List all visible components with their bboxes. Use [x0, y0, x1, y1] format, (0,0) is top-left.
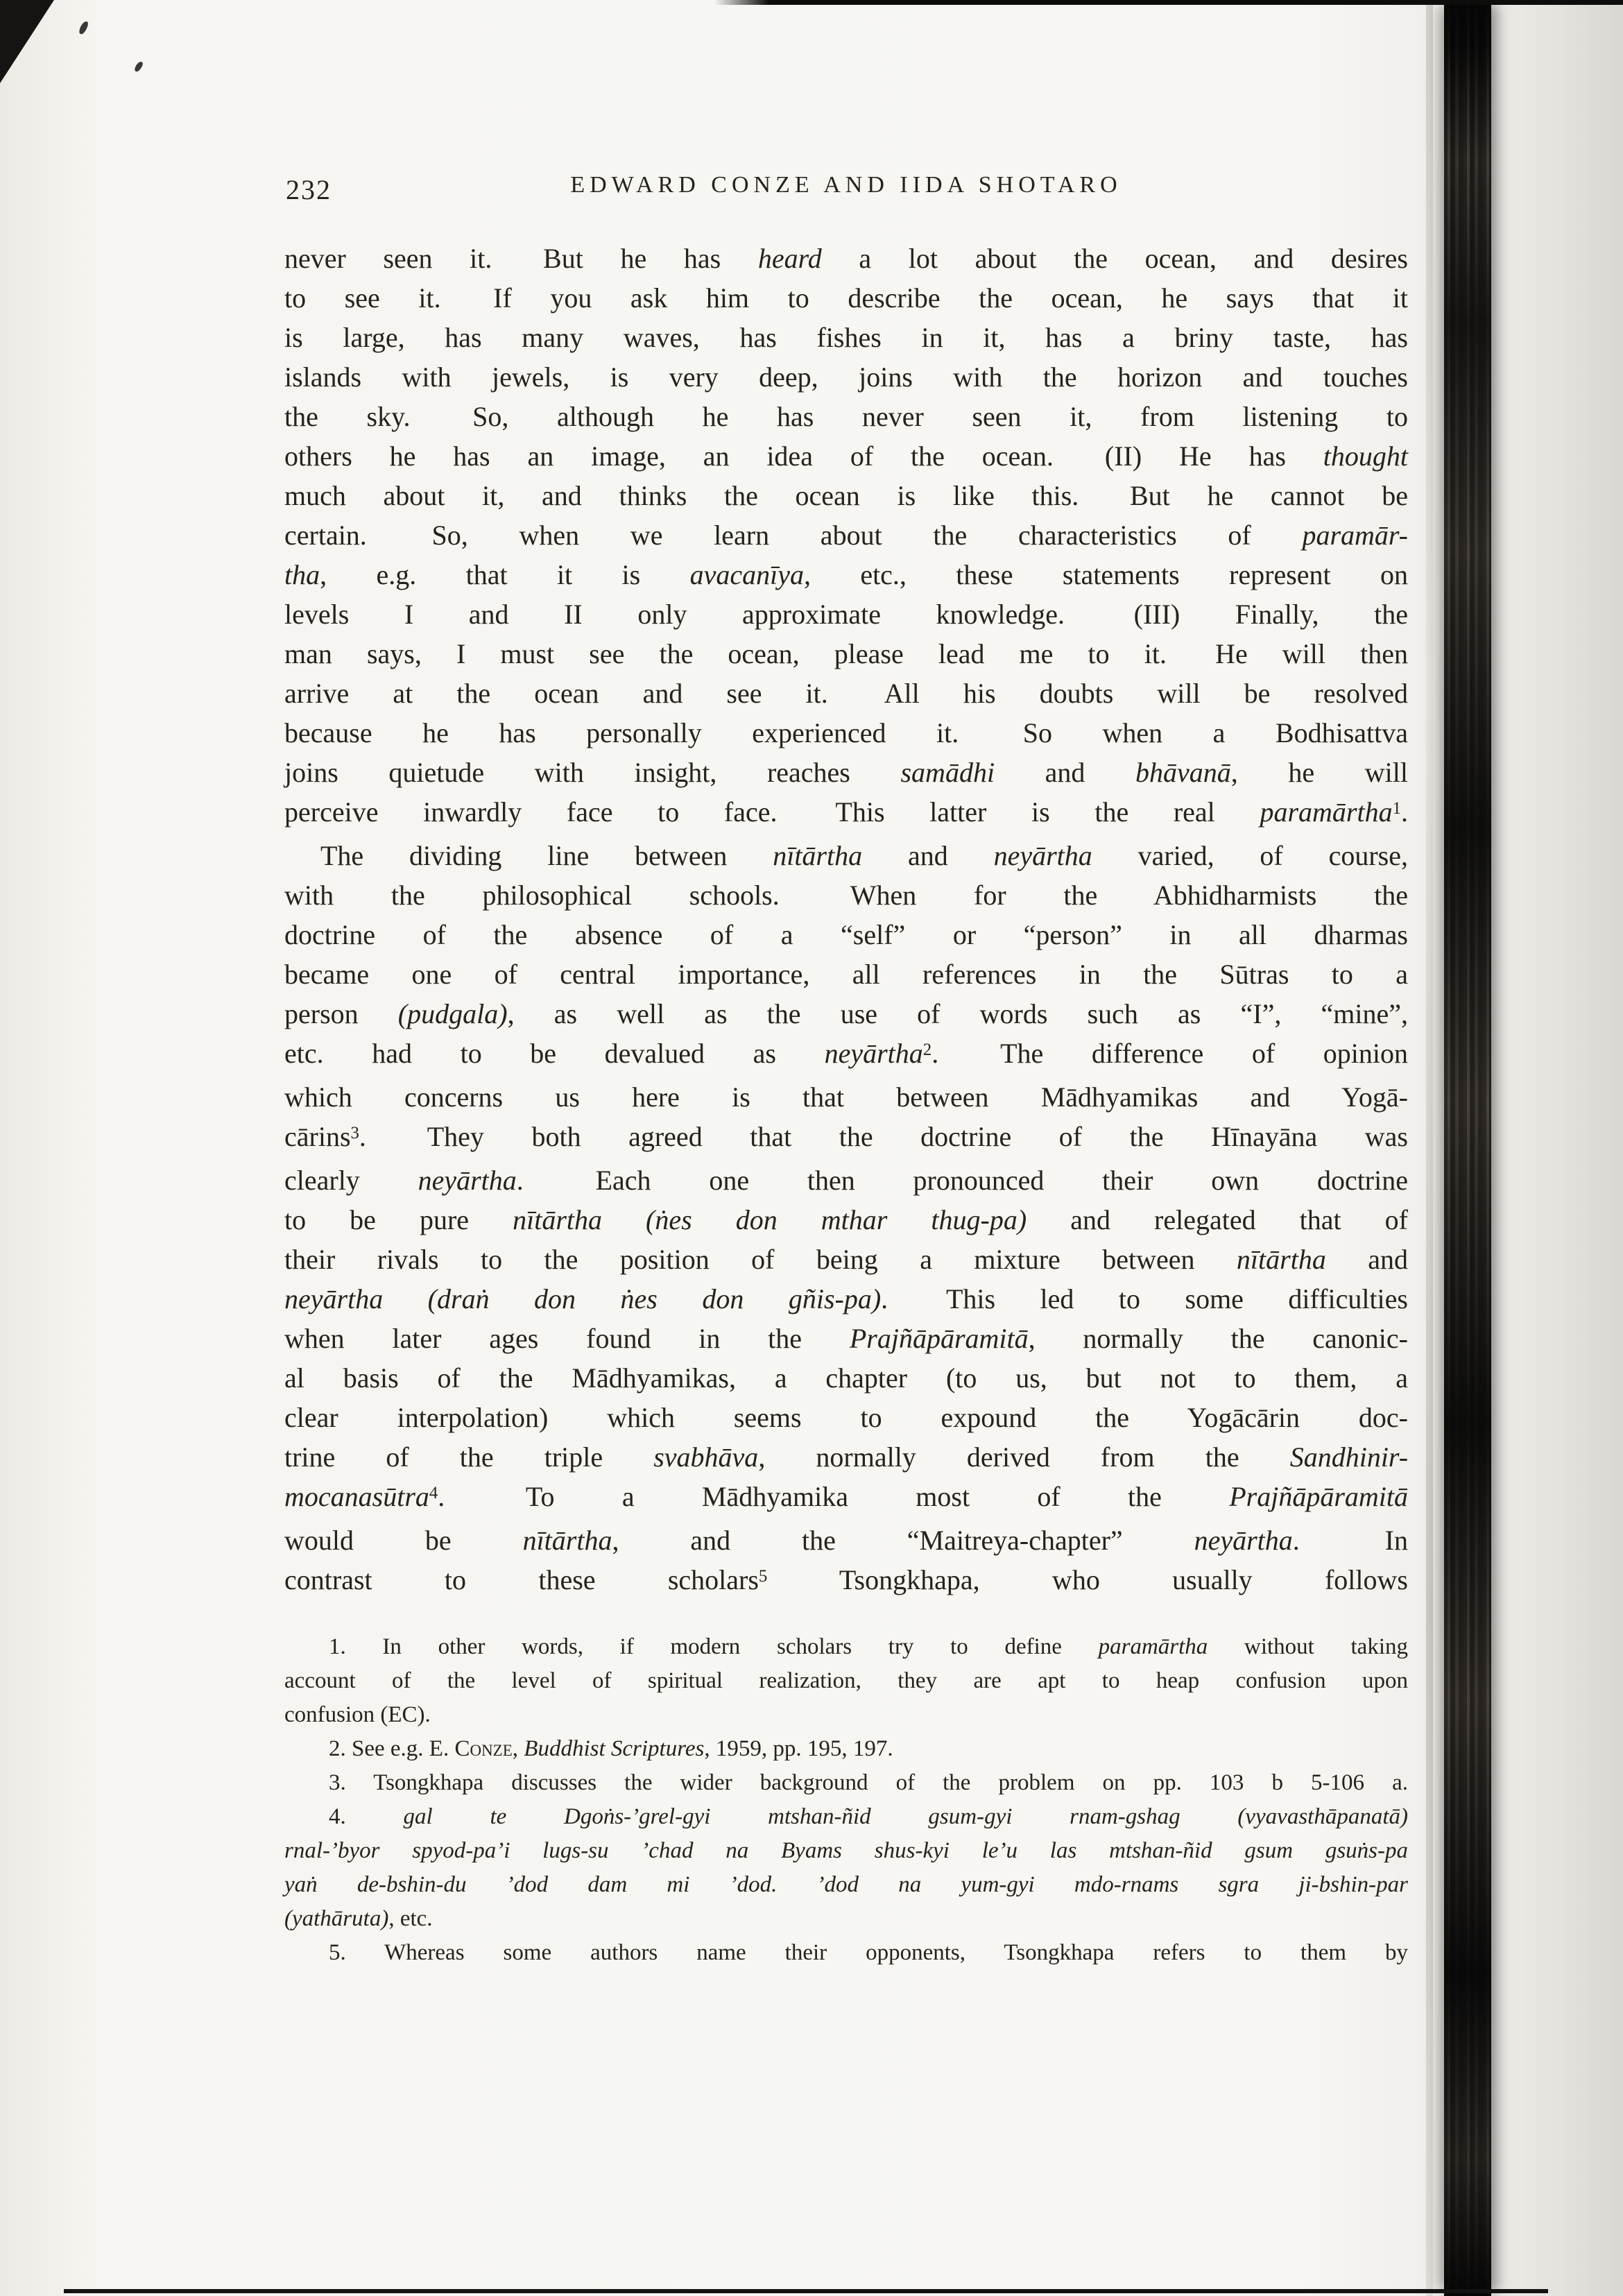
text-line: others he has an image, an idea of the ocean. (II) He has thought: [284, 440, 1408, 472]
text-line: The dividing line between nītārtha and neyārtha varied, of course,: [320, 840, 1408, 871]
scan-corner-artifact: [0, 0, 54, 83]
text-line: trine of the triple svabhāva, normally derived from the Sandhinir-: [284, 1441, 1409, 1473]
scan-page-edge-paper: [1491, 0, 1623, 2296]
scan-edge-line-top: [714, 0, 1623, 5]
text-line: perceive inwardly face to face. This latter is the real paramārtha$^1$.: [284, 796, 1408, 828]
text-line: never seen it. But he has heard a lot about the ocean, and desires: [284, 243, 1409, 274]
text-line: to be pure nītārtha (ṅes don mthar thug-pa) and relegated that of: [284, 1204, 1408, 1235]
text-line: mocanasūtra$^4$. To a Mādhyamika most of the Prajñāpāramitā: [284, 1481, 1408, 1512]
text-line: doctrine of the absence of a “self” or “person” in all dharmas: [284, 919, 1408, 950]
footnotes: [284, 1630, 1408, 1970]
text-line: with the philosophical schools. When for the Abhidharmists the: [284, 880, 1408, 911]
text-line: cārins$^3$. They both agreed that the doctrine of the Hīnayāna was: [284, 1121, 1408, 1152]
text-line: levels I and II only approximate knowledge. (III) Finally, the: [284, 599, 1408, 630]
text-line: became one of central importance, all references in the Sūtras to a: [284, 959, 1408, 990]
page-header: [284, 172, 1408, 205]
scan-binding-shadow: [1444, 0, 1491, 2296]
text-line: yaṅ de-bshin-du ’dod dam mi ’dod. ’dod na yum-gyi mdo-rnams sgra ji-bshin-par: [284, 1872, 1408, 1897]
body-text: [284, 239, 1408, 1604]
text-line: arrive at the ocean and see it. All his doubts will be resolved: [284, 678, 1408, 709]
text-line: clearly neyārtha. Each one then pronounced their own doctrine: [284, 1165, 1408, 1196]
text-line: certain. So, when we learn about the characteristics of paramār-: [284, 520, 1408, 551]
text-line: clear interpolation) which seems to expound the Yogācārin doc-: [284, 1402, 1408, 1433]
text-line: etc. had to be devalued as neyārtha$^2$. The difference of opinion: [284, 1038, 1408, 1069]
text-line: when later ages found in the Prajñāpāramitā, normally the canonic-: [284, 1323, 1408, 1354]
scan-speck: [134, 60, 144, 73]
text-line: much about it, and thinks the ocean is like this. But he cannot be: [284, 480, 1408, 511]
text-line: neyārtha (draṅ don ṅes don gñis-pa). This led to some difficulties: [284, 1283, 1408, 1314]
text-line: person (pudgala), as well as the use of words such as “I”, “mine”,: [284, 998, 1408, 1029]
text-line: is large, has many waves, has fishes in it, has a briny taste, has: [284, 322, 1408, 353]
text-line: 2. See e.g. E. Conze, Buddhist Scriptures, 1959, pp. 195, 197.: [329, 1736, 893, 1761]
text-line: because he has personally experienced it. So when a Bodhisattva: [284, 717, 1408, 748]
running-head: EDWARD CONZE AND IIDA SHOTARO: [570, 172, 1122, 198]
text-line: islands with jewels, is very deep, joins with the horizon and touches: [284, 361, 1408, 393]
text-line: al basis of the Mādhyamikas, a chapter (to us, but not to them, a: [284, 1362, 1408, 1394]
text-line: 4. gal te Dgoṅs-’grel-gyi mtshan-ñid gsum-gyi rnam-gshag (vyavasthāpanatā): [329, 1804, 1408, 1829]
scan-speck: [78, 20, 89, 35]
text-line: contrast to these scholars$^5$ Tsongkhapa, who usually follows: [284, 1564, 1408, 1595]
text-line: 3. Tsongkhapa discusses the wider background of the problem on pp. 103 b 5-106 a.: [329, 1770, 1408, 1795]
text-line: their rivals to the position of being a mixture between nītārtha and: [284, 1244, 1408, 1275]
scan-faint-streak: [1426, 0, 1433, 2296]
text-line: would be nītārtha, and the “Maitreya-chapter” neyārtha. In: [284, 1525, 1408, 1556]
text-line: which concerns us here is that between Mādhyamikas and Yogā-: [284, 1081, 1408, 1113]
text-line: the sky. So, although he has never seen it, from listening to: [284, 401, 1408, 432]
page-number: 232: [286, 174, 332, 205]
text-line: 1. In other words, if modern scholars try to define paramārtha without taking: [329, 1634, 1408, 1659]
scan-edge-line-bottom: [64, 2289, 1548, 2293]
text-line: account of the level of spiritual realization, they are apt to heap confusion upon: [284, 1668, 1408, 1693]
text-line: man says, I must see the ocean, please lead me to it. He will then: [284, 638, 1408, 669]
text-line: tha, e.g. that it is avacanīya, etc., these statements represent on: [284, 559, 1408, 590]
text-line: to see it. If you ask him to describe the ocean, he says that it: [284, 282, 1408, 314]
text-line: joins quietude with insight, reaches samādhi and bhāvanā, he will: [284, 757, 1408, 788]
text-line: rnal-’byor spyod-pa’i lugs-su ’chad na Byams shus-kyi le’u las mtshan-ñid gsum gsuṅs-pa: [284, 1838, 1408, 1863]
text-line: confusion (EC).: [284, 1702, 431, 1727]
text-line: (yathāruta), etc.: [284, 1906, 433, 1931]
text-line: 5. Whereas some authors name their opponents, Tsongkhapa refers to them by: [329, 1940, 1408, 1965]
